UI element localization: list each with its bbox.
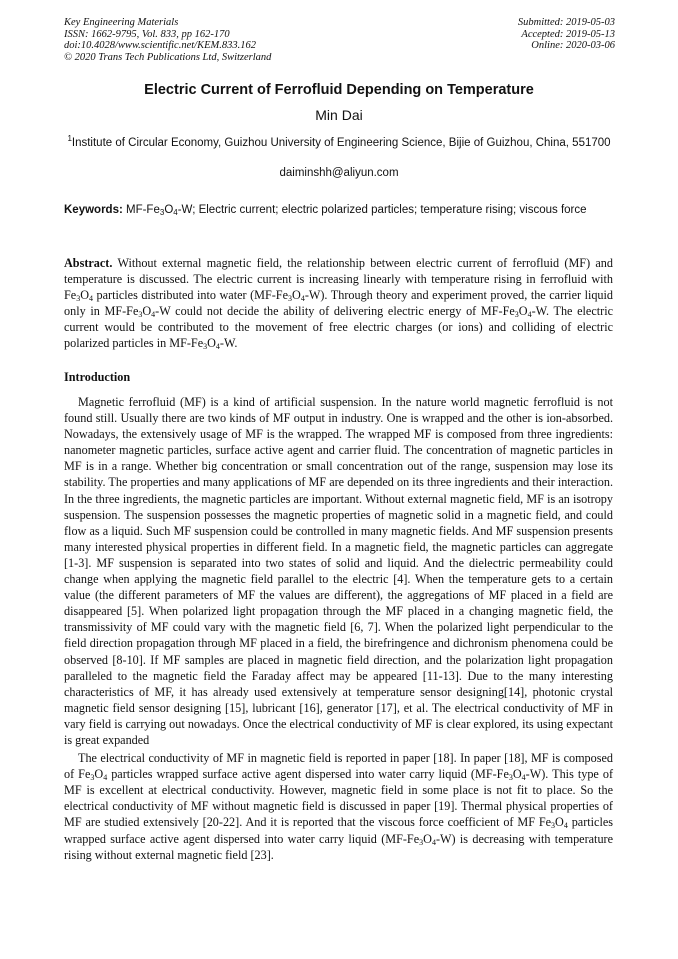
introduction-body <box>64 394 613 863</box>
paragraph: The electrical conductivity of MF in magnetic field is reported in paper [18]. In paper [18], MF is composed of $Fe_3O_4$ particles wrapped surface active agent dispersed into water carry liquid $(MF-Fe_3O_4-W)$. This type of MF is excellent at electrical conductivity. However, magnetic field in some place is not fit to place. So the electrical conductivity of MF without magnetic field is discussed in paper [19]. Thermal physical properties of MF are studied extensively [20-22]. And it is reported that the viscous force coefficient of MF $Fe_3O_4$ particles wrapped surface active agent dispersed into water carry liquid $(MF-Fe_3O_4-W)$ is decreasing with temperature rising without external magnetic field [23]. <box>64 751 614 862</box>
journal-name: Key Engineering Materials <box>64 17 179 28</box>
affiliation-marker: 1 <box>67 134 72 143</box>
journal-info <box>64 17 271 63</box>
publication-dates <box>518 17 615 52</box>
submitted-date: Submitted: 2019-05-03 <box>517 17 615 28</box>
abstract-label: Abstract. <box>64 256 113 270</box>
abstract-text: Without external magnetic field, the relationship between electric current of ferrofluid (MF) and temperature is discussed. The electric current is increasing linearly with temperature rising in ferrofluid with $Fe_3O_4$ particles distributed into water $(MF-Fe_3O_4-W)$. Through theory and experiment proved, the carrier liquid only in $MF-Fe_3O_4-W$ could not decide the ability of delivering electric energy of $MF-Fe_3O_4-W$. The electric current would be contributed to the movement of free electric charges (or ions) and colliding of electric polarized particles in $MF-Fe_3O_4-W$. <box>64 256 614 352</box>
abstract <box>64 255 613 352</box>
keywords-label: Keywords: <box>64 204 123 216</box>
affiliation-text: Institute of Circular Economy, Guizhou University of Engineering Science, Bijie of Guizhou, China, 551700 <box>71 136 611 149</box>
issn-line: ISSN: 1662-9795, Vol. 833, pp 162-170 <box>64 28 230 40</box>
author-email: daiminshh@aliyun.com <box>279 167 399 179</box>
keywords-text: $MF-Fe_3O_4-W$; Electric current; electric polarized particles; temperature rising; viscous force <box>122 204 587 217</box>
affiliation <box>64 131 614 151</box>
online-date: Online: 2020-03-06 <box>531 40 615 51</box>
section-heading-introduction: Introduction <box>64 370 131 384</box>
accepted-date: Accepted: 2019-05-13 <box>521 28 615 40</box>
paragraph: Magnetic ferrofluid (MF) is a kind of artificial suspension. In the nature world magnetic ferrofluid is not found still. Usually there are two kinds of MF output in industry. One is wrapped and the other is ion-absorbed. Nowadays, the extensively usage of MF is the wrapped. The wrapped MF is composed from three ingredients: nanometer magnetic particles, surface active agent and carrier fluid. The concentration of magnetic particles in MF is in a range. Whether big concentration or small concentration out of the range, suspension may lose its stability. The properties and many applications of MF are depended on its three ingredients and their interaction. In the three ingredients, the magnetic particles are important. Without external magnetic field, MF is an isotropy suspension. The suspension possesses the magnetic properties of magnetic solid in a magnetic field, and could flow as a liquid. Such MF suspension could be controlled in many magnetic fields. And MF suspension presents many interested physical properties in different field. In a magnetic field, the magnetic particles can aggregate [1-3]. MF suspension is separated into two states of solid and liquid. And the dielectric permeability could change when applying the magnetic field parallel to the electric [4]. When the temperature gets to a certain value (the different parameters of MF the values are different), the aggregations of MF placed in a field are disappeared [5]. When polarized light propagation through the MF placed in a changing magnetic field, the transmissivity of MF could vary with the magnetic field [6, 7]. When the polarized light perpendicular to the field direction propagation through MF placed in a field, the birefringence and dichronism phenomena could be observed [8-10]. If MF samples are placed in magnetic field direction, and the polarization light propagation paralleled to the magnetic field the Faraday affect may be appeared [11-13]. Due to the many interesting characteristics of MF, it has already used extensively at temperature sensor designing[14], photonic crystal magnetic field sensor designing [15], lubricant [16], generator [17], et al. The electrical conductivity of MF in vary field is carrying out nowadays. Once the electrical conductivity of MF is clear explored, its using expectant is great expanded <box>64 395 613 747</box>
author-name: Min Dai <box>315 107 363 123</box>
copyright-line: © 2020 Trans Tech Publications Ltd, Switzerland <box>64 51 272 63</box>
doi-line: doi:10.4028/www.scientific.net/KEM.833.162 <box>64 40 256 51</box>
paper-title: Electric Current of Ferrofluid Depending on Temperature <box>144 82 534 98</box>
keywords <box>64 203 613 218</box>
